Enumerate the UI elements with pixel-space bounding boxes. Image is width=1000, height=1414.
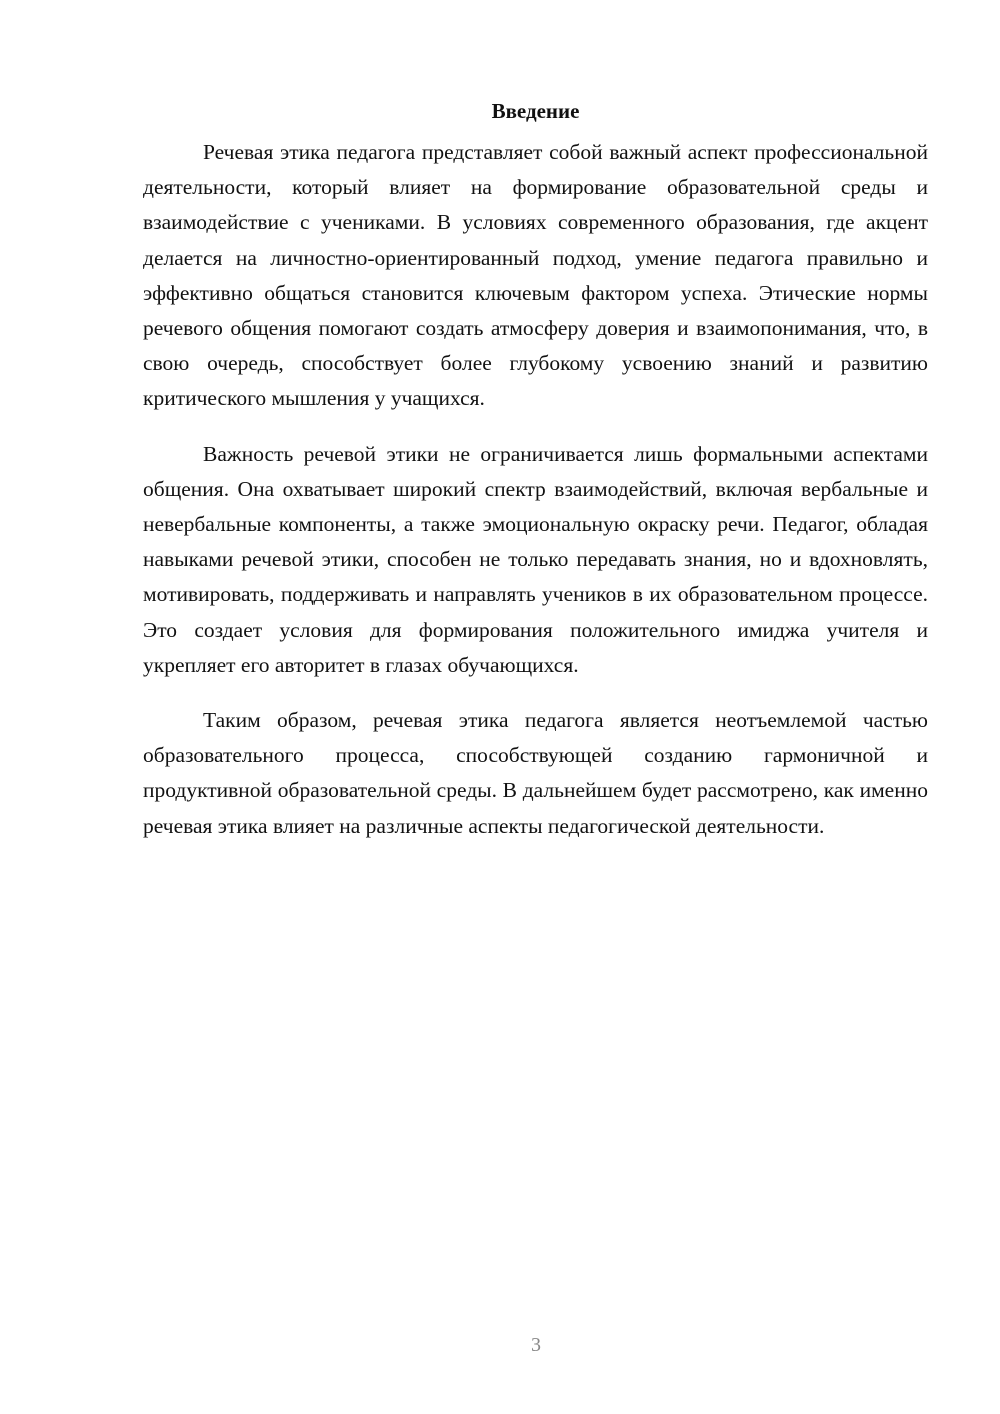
page-content — [143, 94, 928, 864]
section-heading: Введение — [491, 99, 580, 123]
paragraph-3: Таким образом, речевая этика педагога является неотъемлемой частью образовательного процесса, способствующей созданию гармоничной и продуктивной образовательной среды. В дальнейшем будет рассмотрено, как именно речевая этика влияет на различные аспекты педагогической деятельности. — [143, 708, 928, 838]
page-number: 3 — [531, 1334, 541, 1356]
paragraph-1: Речевая этика педагога представляет собой важный аспект профессиональной деятельности, который влияет на формирование образовательной среды и взаимодействие с учениками. В условиях современного образования, где акцент делается на личностно-ориентированный подход, умение педагога правильно и эффективно общаться становится ключевым фактором успеха. Этические нормы речевого общения помогают создать атмосферу доверия и взаимопонимания, что, в свою очередь, способствует более глубокому усвоению знаний и развитию критического мышления у учащихся. — [143, 140, 928, 411]
paragraph-2: Важность речевой этики не ограничивается лишь формальными аспектами общения. Она охватывает широкий спектр взаимодействий, включая вербальные и невербальные компоненты, а также эмоциональную окраску речи. Педагог, обладая навыками речевой этики, способен не только передавать знания, но и вдохновлять, мотивировать, поддерживать и направлять учеников в их образовательном процессе. Это создает условия для формирования положительного имиджа учителя и укрепляет его авторитет в глазах обучающихся. — [143, 441, 928, 677]
